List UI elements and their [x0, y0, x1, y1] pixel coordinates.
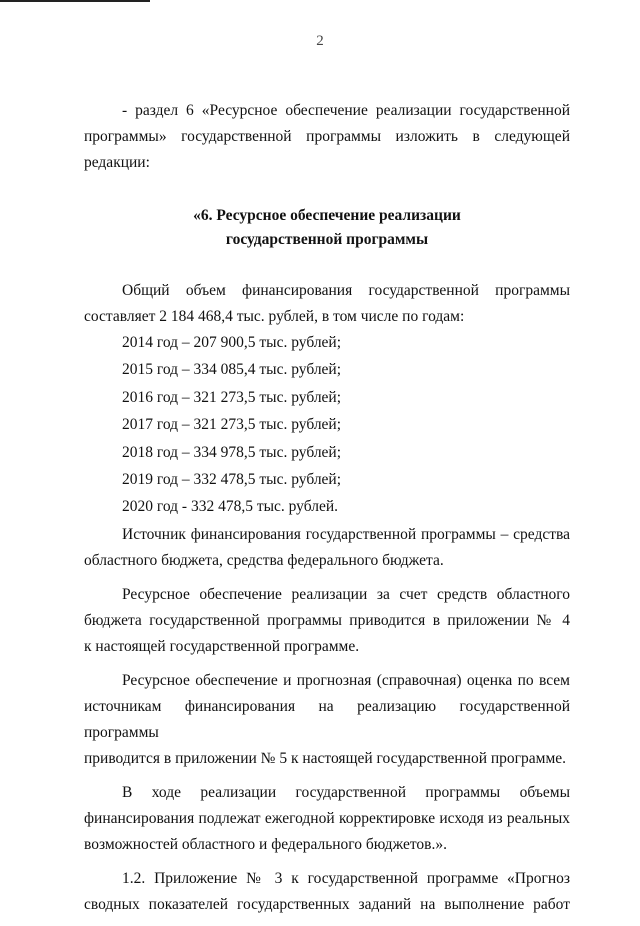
adjustment-line-1: В ходе реализации государственной программы объемы [122, 783, 570, 801]
year-item-2014: 2014 год – 207 900,5 тыс. рублей; [122, 334, 342, 351]
top-rule [0, 0, 150, 2]
section-heading [84, 204, 570, 252]
item-1-2-paragraph [84, 866, 570, 918]
forecast-paragraph [84, 668, 570, 772]
total-line-1: Общий объем финансирования государственной программы [122, 282, 570, 299]
adjustment-line-2: финансирования подлежат ежегодной корректировке исходя из реальных [84, 809, 570, 827]
year-item-2017: 2017 год – 321 273,5 тыс. рублей; [122, 416, 342, 434]
item-1-2-line-1: 1.2. Приложение № 3 к государственной программе «Прогноз [122, 869, 570, 887]
year-item-2016: 2016 год – 321 273,5 тыс. рублей; [122, 388, 342, 406]
source-line-1: Источник финансирования государственной программы – средства [122, 525, 570, 543]
source-paragraph [84, 522, 570, 574]
regional-paragraph [84, 582, 570, 660]
page-number: 2 [316, 33, 324, 49]
regional-line-3: к настоящей государственной программе. [84, 637, 360, 655]
adjustment-paragraph [84, 780, 570, 858]
intro-line-1: - раздел 6 «Ресурсное обеспечение реализации государственной [122, 102, 570, 119]
intro-line-2: программы» государственной программы изложить в следующей [84, 128, 570, 145]
year-item-2018: 2018 год – 334 978,5 тыс. рублей; [122, 443, 342, 461]
total-line-2: составляет 2 184 468,4 тыс. рублей, в том числе по годам: [84, 308, 465, 325]
item-1-2-line-2: сводных показателей государственных заданий на выполнение работ [84, 895, 570, 913]
regional-line-1: Ресурсное обеспечение реализации за счет средств областного [122, 585, 570, 603]
regional-line-2: бюджета государственной программы приводится в приложении № 4 [84, 611, 570, 629]
forecast-line-1: Ресурсное обеспечение и прогнозная (справочная) оценка по всем [122, 671, 570, 689]
source-line-2: областного бюджета, средства федерального бюджета. [84, 551, 444, 569]
adjustment-line-3: возможностей областного и федерального бюджетов.». [84, 835, 447, 853]
intro-paragraph [84, 98, 570, 176]
year-item-2020: 2020 год - 332 478,5 тыс. рублей. [122, 498, 339, 516]
year-funding-list [84, 330, 570, 520]
document-body [84, 98, 570, 926]
section-heading-line-1: «6. Ресурсное обеспечение реализации [193, 207, 461, 224]
intro-line-3: редакции: [84, 154, 150, 171]
total-paragraph [84, 278, 570, 330]
year-item-2019: 2019 год – 332 478,5 тыс. рублей; [122, 470, 342, 488]
forecast-line-3: приводится в приложении № 5 к настоящей государственной программе. [84, 749, 567, 767]
year-item-2015: 2015 год – 334 085,4 тыс. рублей; [122, 361, 342, 379]
section-heading-line-2: государственной программы [225, 231, 429, 248]
forecast-line-2: источникам финансирования на реализацию государственной программы [84, 697, 570, 741]
